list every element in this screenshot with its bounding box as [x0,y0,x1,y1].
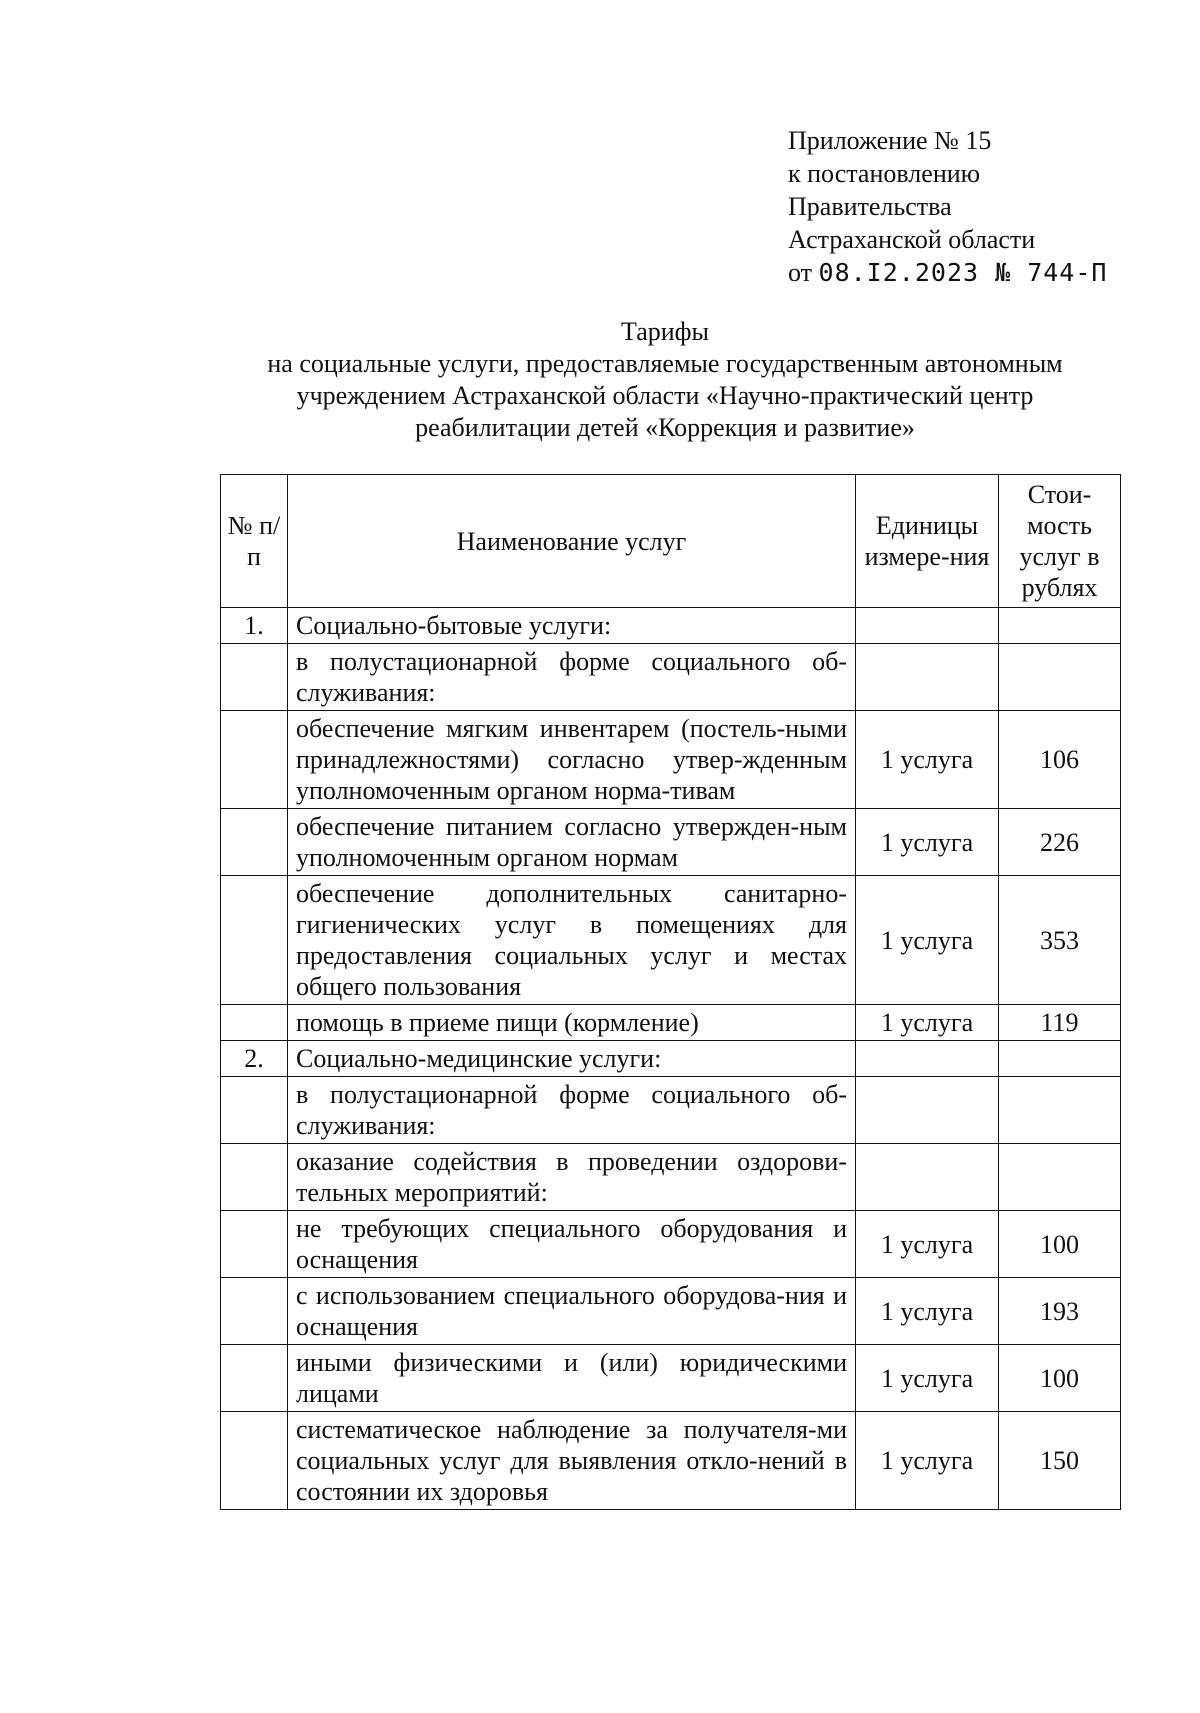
table-row [221,1278,1121,1345]
row-unit-cell: 1 услуга [856,1005,999,1041]
appendix-line-2: к постановлению [788,159,981,188]
row-name-cell: обеспечение дополнительных санитарно-гигиенических услуг в помещениях для предоставления социальных услуг и местах общего пользования [288,876,856,1005]
table-row [221,809,1121,876]
row-unit-cell: 1 услуга [856,809,999,876]
title-line-1: на социальные услуги, предоставляемые государственным автономным [267,349,1063,378]
row-unit-cell: 1 услуга [856,1412,999,1510]
tariff-table [220,474,1121,1510]
title-heading: Тарифы [620,317,709,346]
header-price: Стои-мость услуг в рублях [999,475,1121,608]
appendix-date-stamp: 08.I2.2023 № 744-П [818,258,1108,287]
row-price-cell: 106 [999,711,1121,809]
row-name-cell: не требующих специального оборудования и оснащения [288,1211,856,1278]
header-unit: Единицы измере-ния [856,475,999,608]
row-price-cell: 193 [999,1278,1121,1345]
appendix-date-line [788,256,1107,289]
row-num-cell [221,1144,288,1211]
table-row [221,644,1121,711]
row-unit-cell: 1 услуга [856,876,999,1005]
row-name-cell: Социально-бытовые услуги: [288,608,856,644]
appendix-line-3: Правительства [788,192,952,221]
table-row [221,711,1121,809]
row-price-cell [999,608,1121,644]
table-body [221,608,1121,1510]
table-row [221,1345,1121,1412]
table-header-row [221,475,1121,608]
row-unit-cell: 1 услуга [856,1211,999,1278]
row-price-cell: 119 [999,1005,1121,1041]
row-price-cell: 353 [999,876,1121,1005]
title-line-2: учреждением Астраханской области «Научно-практический центр [296,381,1034,410]
row-unit-cell [856,1077,999,1144]
table-row [221,1077,1121,1144]
row-num-cell: 2. [221,1041,288,1077]
row-name-cell: Социально-медицинские услуги: [288,1041,856,1077]
title-line-3: реабилитации детей «Коррекция и развитие» [415,413,915,442]
row-unit-cell [856,644,999,711]
header-num: № п/п [221,475,288,608]
row-num-cell: 1. [221,608,288,644]
row-name-cell: в полустационарной форме социального об-служивания: [288,644,856,711]
row-num-cell [221,1077,288,1144]
table-row [221,1211,1121,1278]
row-num-cell [221,1412,288,1510]
row-name-cell: систематическое наблюдение за получателя-ми социальных услуг для выявления откло-нений в состоянии их здоровья [288,1412,856,1510]
appendix-line-4: Астраханской области [788,225,1036,254]
table-row [221,876,1121,1005]
row-unit-cell [856,1144,999,1211]
row-price-cell [999,644,1121,711]
row-price-cell [999,1041,1121,1077]
row-price-cell: 100 [999,1211,1121,1278]
row-num-cell [221,876,288,1005]
row-unit-cell: 1 услуга [856,711,999,809]
row-name-cell: с использованием специального оборудова-ния и оснащения [288,1278,856,1345]
table-row [221,1144,1121,1211]
row-num-cell [221,711,288,809]
row-num-cell [221,1278,288,1345]
row-unit-cell [856,1041,999,1077]
table-row [221,1005,1121,1041]
row-num-cell [221,1005,288,1041]
table-row [221,608,1121,644]
document-title [200,316,1130,444]
row-price-cell: 150 [999,1412,1121,1510]
row-num-cell [221,1211,288,1278]
table-row [221,1412,1121,1510]
row-name-cell: обеспечение питанием согласно утвержден-ным уполномоченным органом нормам [288,809,856,876]
row-num-cell [221,1345,288,1412]
row-price-cell: 100 [999,1345,1121,1412]
appendix-line-1: Приложение № 15 [788,126,992,155]
row-name-cell: обеспечение мягким инвентарем (постель-ными принадлежностями) согласно утвер-жденным уполномоченным органом норма-тивам [288,711,856,809]
row-name-cell: помощь в приеме пищи (кормление) [288,1005,856,1041]
row-num-cell [221,809,288,876]
row-name-cell: оказание содействия в проведении оздорови-тельных мероприятий: [288,1144,856,1211]
row-num-cell [221,644,288,711]
row-unit-cell [856,608,999,644]
row-unit-cell: 1 услуга [856,1345,999,1412]
row-name-cell: в полустационарной форме социального об-служивания: [288,1077,856,1144]
row-name-cell: иными физическими и (или) юридическими лицами [288,1345,856,1412]
row-price-cell [999,1144,1121,1211]
appendix-block [788,124,1107,289]
row-price-cell: 226 [999,809,1121,876]
row-price-cell [999,1077,1121,1144]
header-name: Наименование услуг [288,475,856,608]
appendix-date-prefix: от [788,258,813,287]
table-row [221,1041,1121,1077]
row-unit-cell: 1 услуга [856,1278,999,1345]
